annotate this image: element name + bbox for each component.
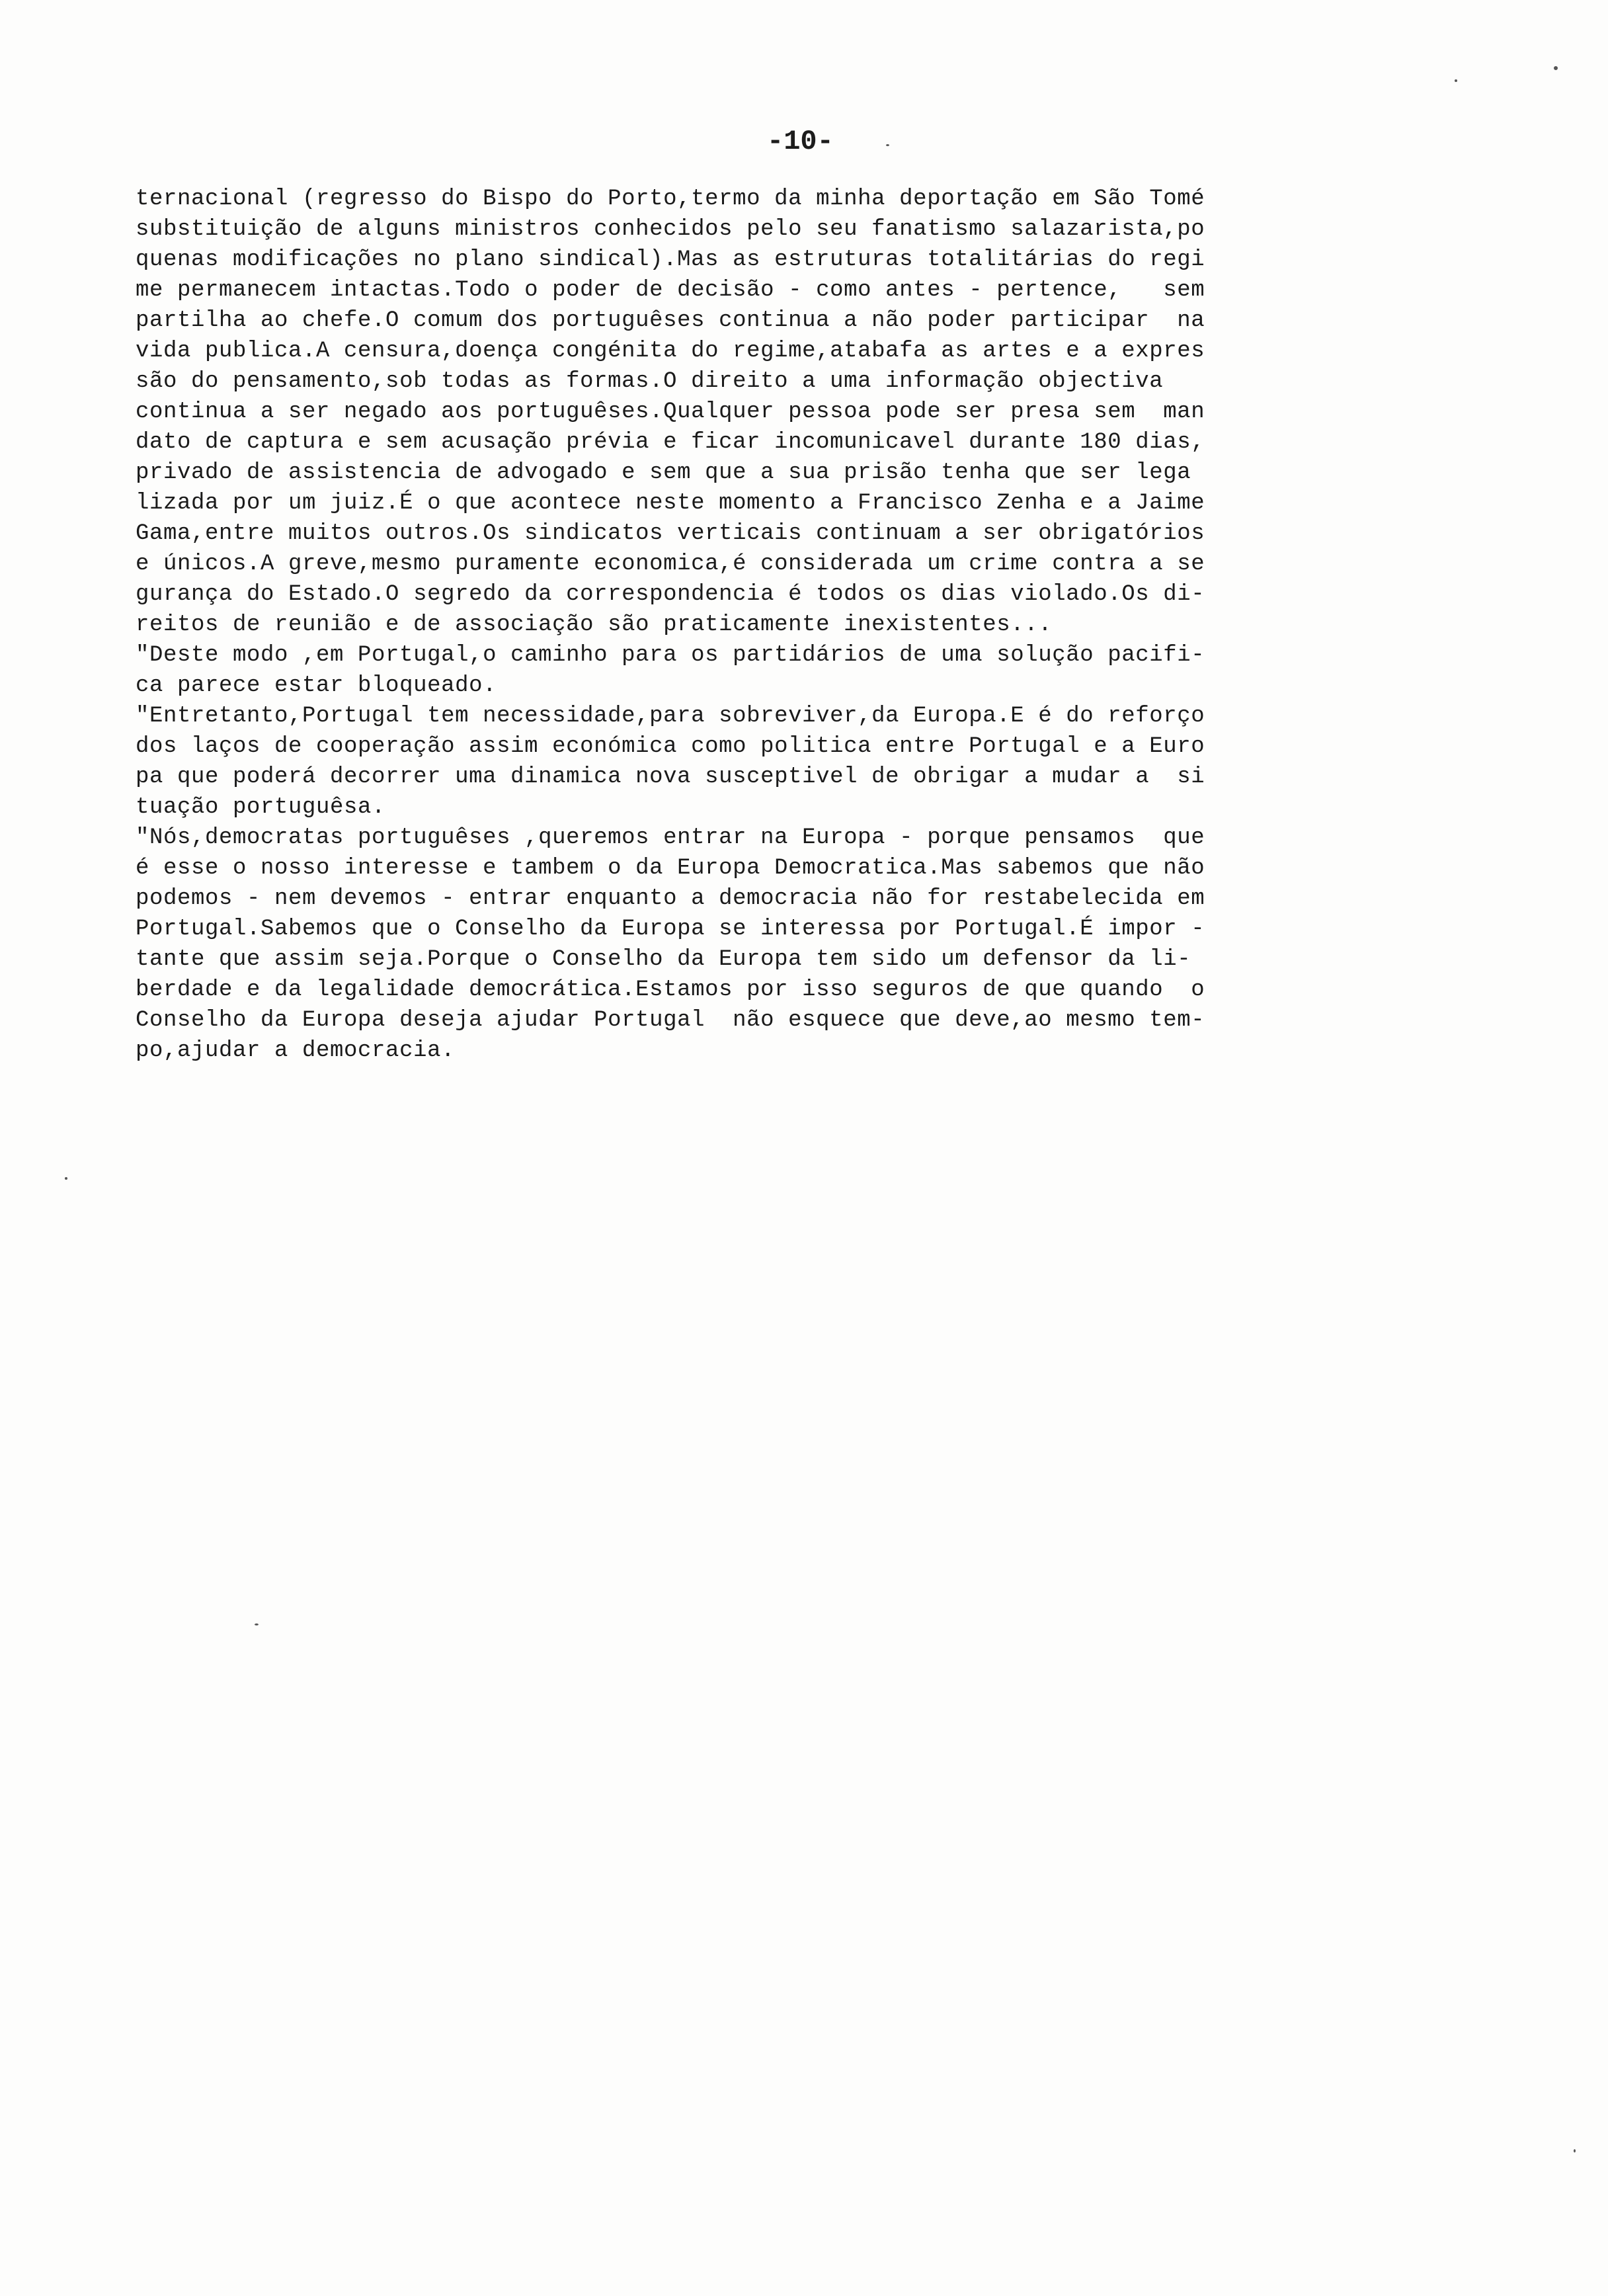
text-line: Conselho da Europa deseja ajudar Portugal não esquece que deve,ao mesmo tem- xyxy=(136,1008,1205,1033)
text-line: po,ajudar a democracia. xyxy=(136,1038,456,1063)
text-line: e únicos.A greve,mesmo puramente economica,é considerada um crime contra a se xyxy=(136,552,1205,577)
text-line: Portugal.Sabemos que o Conselho da Europa se interessa por Portugal.É impor - xyxy=(136,917,1205,942)
text-line: tante que assim seja.Porque o Conselho da Europa tem sido um defensor da li- xyxy=(136,947,1191,972)
text-line: "Nós,democratas portuguêses ,queremos entrar na Europa - porque pensamos que xyxy=(136,825,1205,850)
text-line: gurança do Estado.O segredo da correspondencia é todos os dias violado.Os di- xyxy=(136,582,1205,607)
body-text xyxy=(136,184,1498,1066)
text-line: "Deste modo ,em Portugal,o caminho para os partidários de uma solução pacifi- xyxy=(136,643,1205,668)
scan-speck xyxy=(1554,66,1558,70)
scan-speck xyxy=(1574,2149,1576,2152)
text-line: Gama,entre muitos outros.Os sindicatos verticais continuam a ser obrigatórios xyxy=(136,521,1205,546)
text-line: quenas modificações no plano sindical).Mas as estruturas totalitárias do regi xyxy=(136,247,1205,272)
text-line: continua a ser negado aos portuguêses.Qualquer pessoa pode ser presa sem man xyxy=(136,399,1205,425)
text-line: ternacional (regresso do Bispo do Porto,termo da minha deportação em São Tomé xyxy=(136,186,1205,212)
text-line: pa que poderá decorrer uma dinamica nova susceptivel de obrigar a mudar a si xyxy=(136,764,1205,790)
text-line: partilha ao chefe.O comum dos portuguêses continua a não poder participar na xyxy=(136,308,1205,333)
text-line: são do pensamento,sob todas as formas.O direito a uma informação objectiva xyxy=(136,369,1164,394)
scan-speck xyxy=(255,1623,259,1625)
text-line: berdade e da legalidade democrática.Estamos por isso seguros de que quando o xyxy=(136,977,1205,1003)
text-line: reitos de reunião e de associação são praticamente inexistentes... xyxy=(136,612,1053,637)
text-line: substituição de alguns ministros conhecidos pelo seu fanatismo salazarista,po xyxy=(136,217,1205,242)
text-line: podemos - nem devemos - entrar enquanto a democracia não for restabelecida em xyxy=(136,886,1205,911)
text-line: vida publica.A censura,doença congénita do regime,atabafa as artes e a expres xyxy=(136,339,1205,364)
text-line: lizada por um juiz.É o que acontece neste momento a Francisco Zenha e a Jaime xyxy=(136,491,1205,516)
scan-speck xyxy=(886,144,889,146)
page-number: -10- xyxy=(767,126,834,157)
scan-speck xyxy=(1455,79,1457,82)
text-line: dos laços de cooperação assim económica como politica entre Portugal e a Euro xyxy=(136,734,1205,759)
text-line: "Entretanto,Portugal tem necessidade,para sobreviver,da Europa.E é do reforço xyxy=(136,704,1205,729)
text-line: tuação portuguêsa. xyxy=(136,795,386,820)
text-line: ca parece estar bloqueado. xyxy=(136,673,497,698)
text-line: me permanecem intactas.Todo o poder de decisão - como antes - pertence, sem xyxy=(136,278,1205,303)
text-line: é esse o nosso interesse e tambem o da Europa Democratica.Mas sabemos que não xyxy=(136,856,1205,881)
text-line: dato de captura e sem acusação prévia e ficar incomunicavel durante 180 dias, xyxy=(136,430,1205,455)
scan-speck xyxy=(65,1177,67,1180)
text-line: privado de assistencia de advogado e sem que a sua prisão tenha que ser lega xyxy=(136,460,1191,485)
